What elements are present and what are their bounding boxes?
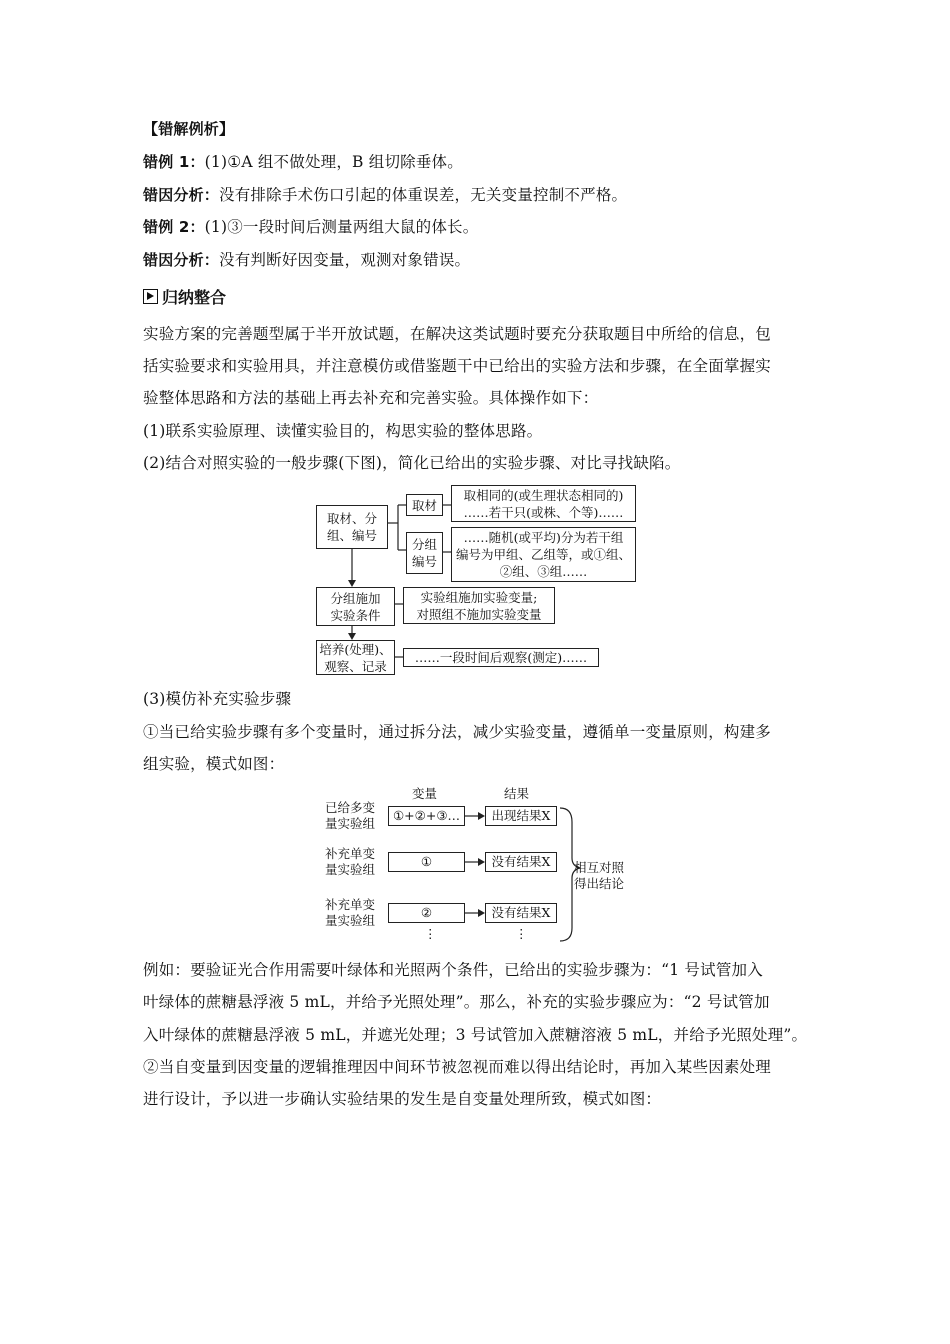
text: 组、编号 [326,528,377,543]
text: 量实验组 [325,913,376,928]
variable-box-single-1: ① [388,852,465,872]
point2-line: 进行设计，予以进一步确认实验结果的发生是自变量处理所致，模式如图： [143,1090,662,1108]
para1-line: 验整体思路和方法的基础上再去补充和完善实验。具体操作如下： [143,389,599,407]
text: 相互对照 [574,860,625,875]
text: (1)③一段时间后测量两组大鼠的体长。 [204,218,479,236]
text: 量实验组 [325,862,376,877]
text: 实验组施加实验变量; [420,590,538,605]
result-box-single-2: 没有结果X [485,903,557,923]
ellipsis-result: ⋮ [515,926,528,941]
sub-sampling-box: 取材 [406,494,443,516]
row-label-single-2 [325,897,375,929]
text: ……随机(或平均)分为若干组 [463,530,624,545]
label: 错因分析： [143,186,220,204]
para1-line: 括实验要求和实验用具，并注意模仿或借鉴题干中已给出的实验方法和步骤，在全面掌握实 [143,357,772,375]
step1-text: (1)联系实验原理、读懂实验目的，构思实验的整体思路。 [143,422,543,440]
point2-line: ②当自变量到因变量的逻辑推理因中间环节被忽视而难以得出结论时，再加入某些因素处理 [143,1058,772,1076]
text: ……若干只(或株、个等)…… [463,505,624,520]
result-box-single-1: 没有结果X [485,852,557,872]
para1-line: 实验方案的完善题型属于半开放试题，在解决这类试题时要充分获取题目中所给的信息，包 [143,325,772,343]
text: 取相同的(或生理状态相同的) [463,488,624,503]
step3-text: (3)模仿补充实验步骤 [143,690,292,708]
text: 没有判断好因变量，观测对象错误。 [219,251,471,269]
text: 观察、记录 [324,659,387,674]
text: 对照组不施加实验变量 [416,607,542,622]
text: 分组施加 [330,591,381,606]
text: 量实验组 [325,816,376,831]
label: 错例 2： [143,218,205,236]
text: 没有排除手术伤口引起的体重误差，无关变量控制不严格。 [219,186,628,204]
text: ②组、③组…… [499,564,588,579]
variable-box-multi: ①+②+③… [388,806,465,826]
text: 培养(处理)、 [319,642,392,657]
text: 得出结论 [574,876,625,891]
example-line: 入叶绿体的蔗糖悬浮液 5 mL，并遮光处理；3 号试管加入蔗糖溶液 5 mL，并给予光照处理”。 [143,1026,808,1044]
variable-column-header: 变量 [412,786,438,801]
text: 已给多变 [325,800,376,815]
text: (1)①A 组不做处理，B 组切除垂体。 [204,153,463,171]
text: 编号为甲组、乙组等，或①组、 [455,547,631,562]
result-box-multi: 出现结果X [485,806,557,826]
text: 实验条件 [330,608,381,623]
error-analysis-heading: 【错解例析】 [143,120,235,138]
row-label-multi [325,800,375,832]
point1-line: 组实验，模式如图： [143,755,285,773]
text: 补充单变 [325,846,376,861]
ellipsis-variable: ⋮ [424,926,437,941]
text: 取材、分 [326,511,377,526]
example-line: 例如：要验证光合作用需要叶绿体和光照两个条件，已给出的实验步骤为：“1 号试管加入 [143,961,763,979]
text: 补充单变 [325,897,376,912]
result-column-header: 结果 [504,786,530,801]
text: 编号 [411,554,437,569]
point1-line: ①当已给实验步骤有多个变量时，通过拆分法，减少实验变量，遵循单一变量原则，构建多 [143,723,772,741]
text: 分组 [411,537,437,552]
summary-title: 归纳整合 [162,288,227,307]
label: 错因分析： [143,251,220,269]
step2-text: (2)结合对照实验的一般步骤(下图)，简化已给出的实验步骤、对比寻找缺陷。 [143,454,681,472]
observe-desc-box: ……一段时间后观察(测定)…… [403,648,599,667]
example-line: 叶绿体的蔗糖悬浮液 5 mL，并给予光照处理”。那么，补充的实验步骤应为：“2 号试管加 [143,993,770,1011]
conclusion-label [574,860,624,892]
row-label-single-1 [325,846,375,878]
label: 错例 1： [143,153,205,171]
variable-box-single-2: ② [388,903,465,923]
